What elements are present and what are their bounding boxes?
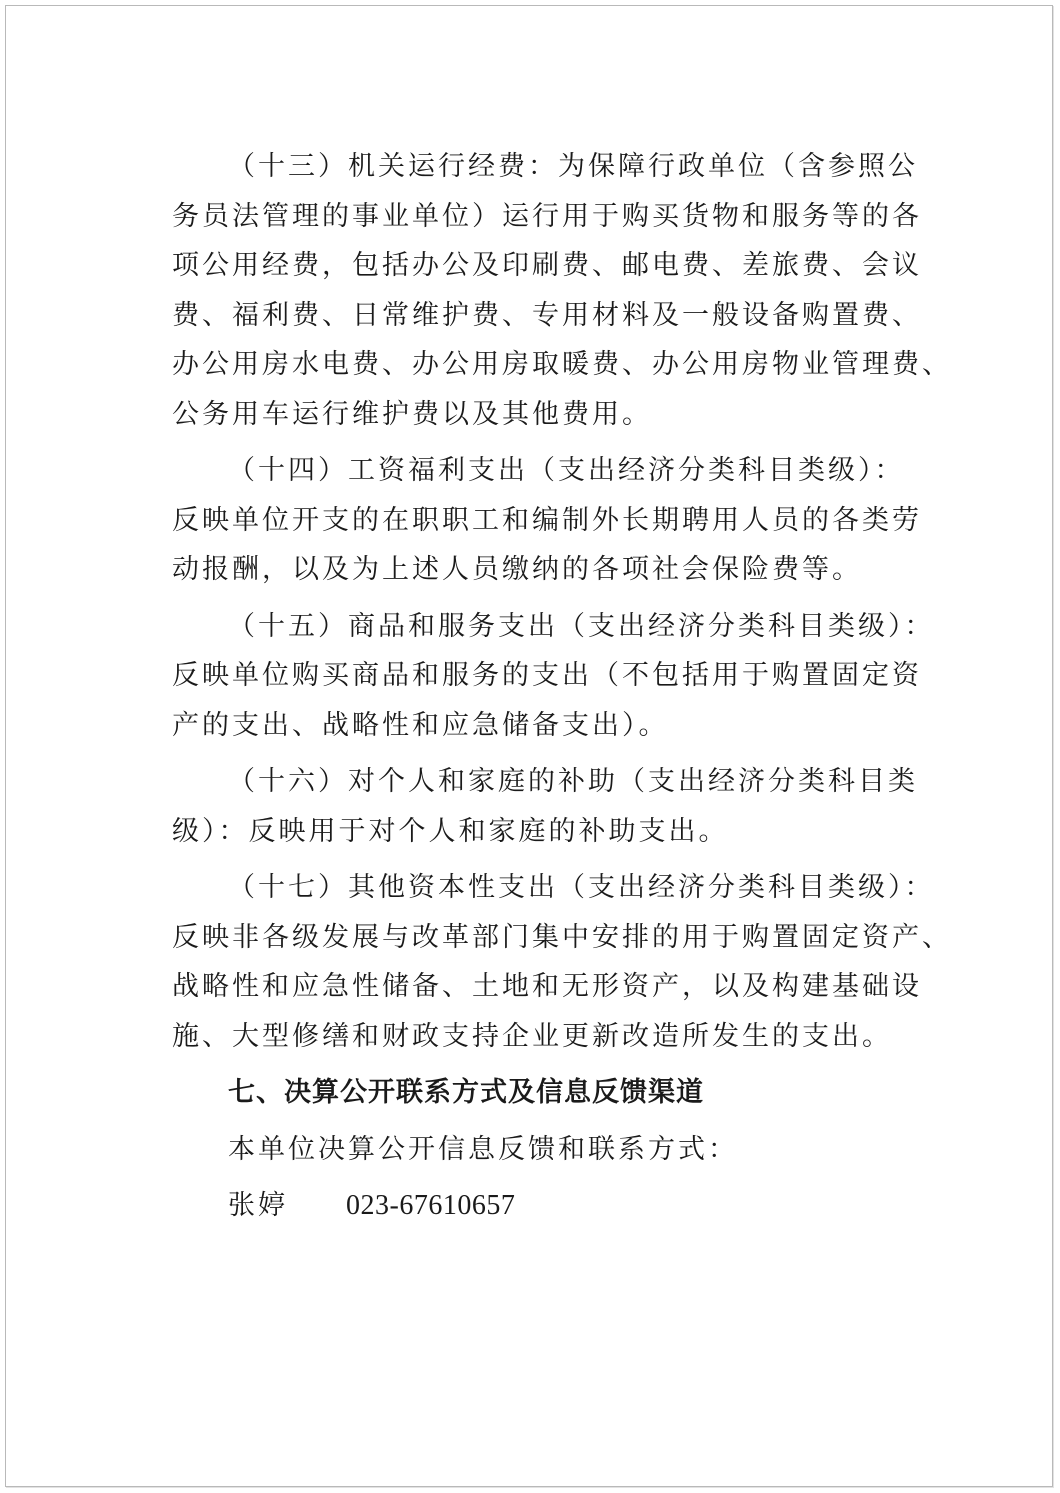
paragraph-line: 动报酬，以及为上述人员缴纳的各项社会保险费等。 (172, 554, 862, 585)
document-page (5, 5, 1053, 1487)
contact-name: 张婷 (228, 1190, 288, 1221)
section-13 (172, 142, 952, 439)
section-15 (172, 602, 935, 751)
paragraph-line: 战略性和应急性储备、土地和无形资产，以及构建基础设 (172, 971, 922, 1002)
paragraph-line: 产的支出、战略性和应急储备支出）。 (172, 709, 669, 741)
section-17 (172, 863, 952, 1061)
paragraph-line: 办公用房水电费、办公用房取暖费、办公用房物业管理费、 (172, 349, 952, 380)
paragraph-line: （十五）商品和服务支出（支出经济分类科目类级）： (228, 610, 935, 642)
contact-intro: 本单位决算公开信息反馈和联系方式： (228, 1133, 738, 1165)
section-16 (172, 757, 932, 856)
paragraph-line: 项公用经费，包括办公及印刷费、邮电费、差旅费、会议 (172, 250, 922, 281)
paragraph-line: 公务用车运行维护费以及其他费用。 (172, 398, 652, 430)
paragraph-line: （十七）其他资本性支出（支出经济分类科目类级）： (228, 872, 935, 903)
paragraph-line: （十三）机关运行经费：为保障行政单位（含参照公 (228, 151, 918, 182)
paragraph-line: （十四）工资福利支出（支出经济分类科目类级）： (228, 455, 905, 486)
document-body (172, 142, 952, 1231)
paragraph-line: 费、福利费、日常维护费、专用材料及一般设备购置费、 (172, 299, 922, 331)
paragraph-line: 务员法管理的事业单位）运行用于购买货物和服务等的各 (172, 200, 922, 232)
paragraph-line: 施、大型修缮和财政支持企业更新改造所发生的支出。 (172, 1020, 892, 1052)
section-14 (172, 446, 932, 595)
paragraph-line: 反映单位开支的在职职工和编制外长期聘用人员的各类劳 (172, 504, 922, 536)
contact-phone: 023-67610657 (346, 1190, 516, 1221)
paragraph-line: （十六）对个人和家庭的补助（支出经济分类科目类 (228, 766, 918, 797)
section-heading: 七、决算公开联系方式及信息反馈渠道 (228, 1077, 704, 1108)
contact-row (172, 1181, 932, 1231)
paragraph-line: 反映单位购买商品和服务的支出（不包括用于购置固定资 (172, 660, 922, 691)
paragraph-line: 级）：反映用于对个人和家庭的补助支出。 (172, 815, 729, 847)
paragraph-line: 反映非各级发展与改革部门集中安排的用于购置固定资产、 (172, 921, 952, 953)
